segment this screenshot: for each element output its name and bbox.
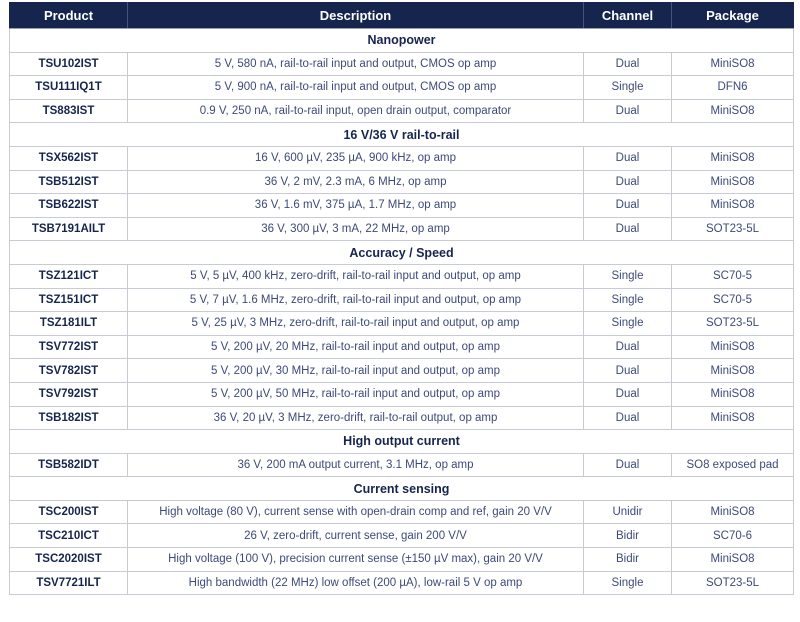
column-header-package: Package bbox=[672, 3, 794, 29]
product-cell: TSZ181ILT bbox=[10, 312, 128, 336]
channel-cell: Dual bbox=[584, 406, 672, 430]
package-cell: MiniSO8 bbox=[672, 359, 794, 383]
table-row-tsz151ict bbox=[10, 288, 794, 312]
package-cell: MiniSO8 bbox=[672, 406, 794, 430]
package-cell: SOT23-5L bbox=[672, 312, 794, 336]
product-cell: TSC210ICT bbox=[10, 524, 128, 548]
package-cell: MiniSO8 bbox=[672, 382, 794, 406]
product-cell: TSB582IDT bbox=[10, 453, 128, 477]
section-title: Current sensing bbox=[10, 477, 794, 501]
description-cell: 0.9 V, 250 nA, rail-to-rail input, open drain output, comparator bbox=[128, 99, 584, 123]
table-row-tsv772ist bbox=[10, 335, 794, 359]
channel-cell: Dual bbox=[584, 146, 672, 170]
description-cell: 5 V, 5 µV, 400 kHz, zero-drift, rail-to-rail input and output, op amp bbox=[128, 264, 584, 288]
package-cell: MiniSO8 bbox=[672, 146, 794, 170]
header-row bbox=[10, 3, 794, 29]
table-row-tsz181ilt bbox=[10, 312, 794, 336]
channel-cell: Single bbox=[584, 312, 672, 336]
package-cell: SC70-5 bbox=[672, 288, 794, 312]
description-cell: 5 V, 900 nA, rail-to-rail input and output, CMOS op amp bbox=[128, 76, 584, 100]
channel-cell: Dual bbox=[584, 170, 672, 194]
channel-cell: Dual bbox=[584, 99, 672, 123]
product-cell: TSV772IST bbox=[10, 335, 128, 359]
channel-cell: Dual bbox=[584, 335, 672, 359]
description-cell: 5 V, 7 µV, 1.6 MHz, zero-drift, rail-to-rail input and output, op amp bbox=[128, 288, 584, 312]
table-row-tsv792ist bbox=[10, 382, 794, 406]
product-cell: TSB622IST bbox=[10, 194, 128, 218]
table-row-tsb7191ailt bbox=[10, 217, 794, 241]
description-cell: 36 V, 200 mA output current, 3.1 MHz, op amp bbox=[128, 453, 584, 477]
package-cell: MiniSO8 bbox=[672, 52, 794, 76]
channel-cell: Dual bbox=[584, 359, 672, 383]
product-cell: TSZ121ICT bbox=[10, 264, 128, 288]
table-row-tsu102ist bbox=[10, 52, 794, 76]
table-row-tsz121ict bbox=[10, 264, 794, 288]
product-cell: TSV7721ILT bbox=[10, 571, 128, 595]
description-cell: 26 V, zero-drift, current sense, gain 200 V/V bbox=[128, 524, 584, 548]
description-cell: High voltage (100 V), precision current sense (±150 µV max), gain 20 V/V bbox=[128, 548, 584, 572]
product-cell: TSC200IST bbox=[10, 500, 128, 524]
package-cell: MiniSO8 bbox=[672, 194, 794, 218]
section-row-nanopower bbox=[10, 29, 794, 53]
product-cell: TSV782IST bbox=[10, 359, 128, 383]
channel-cell: Dual bbox=[584, 217, 672, 241]
channel-cell: Bidir bbox=[584, 524, 672, 548]
table-row-tsb622ist bbox=[10, 194, 794, 218]
table-row-tsv7721ilt bbox=[10, 571, 794, 595]
package-cell: MiniSO8 bbox=[672, 548, 794, 572]
column-header-channel: Channel bbox=[584, 3, 672, 29]
table-row-tsc210ict bbox=[10, 524, 794, 548]
section-title: Nanopower bbox=[10, 29, 794, 53]
product-cell: TSX562IST bbox=[10, 146, 128, 170]
product-cell: TS883IST bbox=[10, 99, 128, 123]
channel-cell: Dual bbox=[584, 382, 672, 406]
table-row-tsc2020ist bbox=[10, 548, 794, 572]
channel-cell: Single bbox=[584, 76, 672, 100]
section-row-accuracy-speed bbox=[10, 241, 794, 265]
table-row-ts883ist bbox=[10, 99, 794, 123]
description-cell: 5 V, 200 µV, 20 MHz, rail-to-rail input and output, op amp bbox=[128, 335, 584, 359]
section-title: Accuracy / Speed bbox=[10, 241, 794, 265]
column-header-description: Description bbox=[128, 3, 584, 29]
package-cell: MiniSO8 bbox=[672, 335, 794, 359]
channel-cell: Unidir bbox=[584, 500, 672, 524]
package-cell: DFN6 bbox=[672, 76, 794, 100]
channel-cell: Single bbox=[584, 571, 672, 595]
package-cell: SC70-6 bbox=[672, 524, 794, 548]
package-cell: MiniSO8 bbox=[672, 170, 794, 194]
package-cell: MiniSO8 bbox=[672, 99, 794, 123]
table-row-tsb182ist bbox=[10, 406, 794, 430]
column-header-product: Product bbox=[10, 3, 128, 29]
description-cell: 36 V, 1.6 mV, 375 µA, 1.7 MHz, op amp bbox=[128, 194, 584, 218]
package-cell: MiniSO8 bbox=[672, 500, 794, 524]
channel-cell: Bidir bbox=[584, 548, 672, 572]
description-cell: 36 V, 20 µV, 3 MHz, zero-drift, rail-to-rail output, op amp bbox=[128, 406, 584, 430]
package-cell: SO8 exposed pad bbox=[672, 453, 794, 477]
description-cell: High voltage (80 V), current sense with open-drain comp and ref, gain 20 V/V bbox=[128, 500, 584, 524]
channel-cell: Dual bbox=[584, 453, 672, 477]
description-cell: 5 V, 25 µV, 3 MHz, zero-drift, rail-to-rail input and output, op amp bbox=[128, 312, 584, 336]
package-cell: SOT23-5L bbox=[672, 217, 794, 241]
table-row-tsb582idt bbox=[10, 453, 794, 477]
channel-cell: Single bbox=[584, 264, 672, 288]
description-cell: 5 V, 580 nA, rail-to-rail input and output, CMOS op amp bbox=[128, 52, 584, 76]
description-cell: 5 V, 200 µV, 50 MHz, rail-to-rail input and output, op amp bbox=[128, 382, 584, 406]
channel-cell: Dual bbox=[584, 52, 672, 76]
product-cell: TSZ151ICT bbox=[10, 288, 128, 312]
product-table bbox=[9, 2, 794, 595]
section-title: High output current bbox=[10, 430, 794, 454]
product-cell: TSB7191AILT bbox=[10, 217, 128, 241]
section-row-16v-36v-rail-to-rail bbox=[10, 123, 794, 147]
package-cell: SOT23-5L bbox=[672, 571, 794, 595]
product-cell: TSV792IST bbox=[10, 382, 128, 406]
table-row-tsc200ist bbox=[10, 500, 794, 524]
table-row-tsu111iq1t bbox=[10, 76, 794, 100]
description-cell: 5 V, 200 µV, 30 MHz, rail-to-rail input and output, op amp bbox=[128, 359, 584, 383]
product-cell: TSB512IST bbox=[10, 170, 128, 194]
section-row-current-sensing bbox=[10, 477, 794, 501]
section-row-high-output-current bbox=[10, 430, 794, 454]
product-cell: TSU102IST bbox=[10, 52, 128, 76]
product-cell: TSB182IST bbox=[10, 406, 128, 430]
description-cell: 36 V, 300 µV, 3 mA, 22 MHz, op amp bbox=[128, 217, 584, 241]
channel-cell: Dual bbox=[584, 194, 672, 218]
package-cell: SC70-5 bbox=[672, 264, 794, 288]
table-row-tsx562ist bbox=[10, 146, 794, 170]
table-row-tsb512ist bbox=[10, 170, 794, 194]
section-title: 16 V/36 V rail-to-rail bbox=[10, 123, 794, 147]
description-cell: 16 V, 600 µV, 235 µA, 900 kHz, op amp bbox=[128, 146, 584, 170]
product-cell: TSC2020IST bbox=[10, 548, 128, 572]
description-cell: 36 V, 2 mV, 2.3 mA, 6 MHz, op amp bbox=[128, 170, 584, 194]
channel-cell: Single bbox=[584, 288, 672, 312]
description-cell: High bandwidth (22 MHz) low offset (200 µA), low-rail 5 V op amp bbox=[128, 571, 584, 595]
table-row-tsv782ist bbox=[10, 359, 794, 383]
product-cell: TSU111IQ1T bbox=[10, 76, 128, 100]
